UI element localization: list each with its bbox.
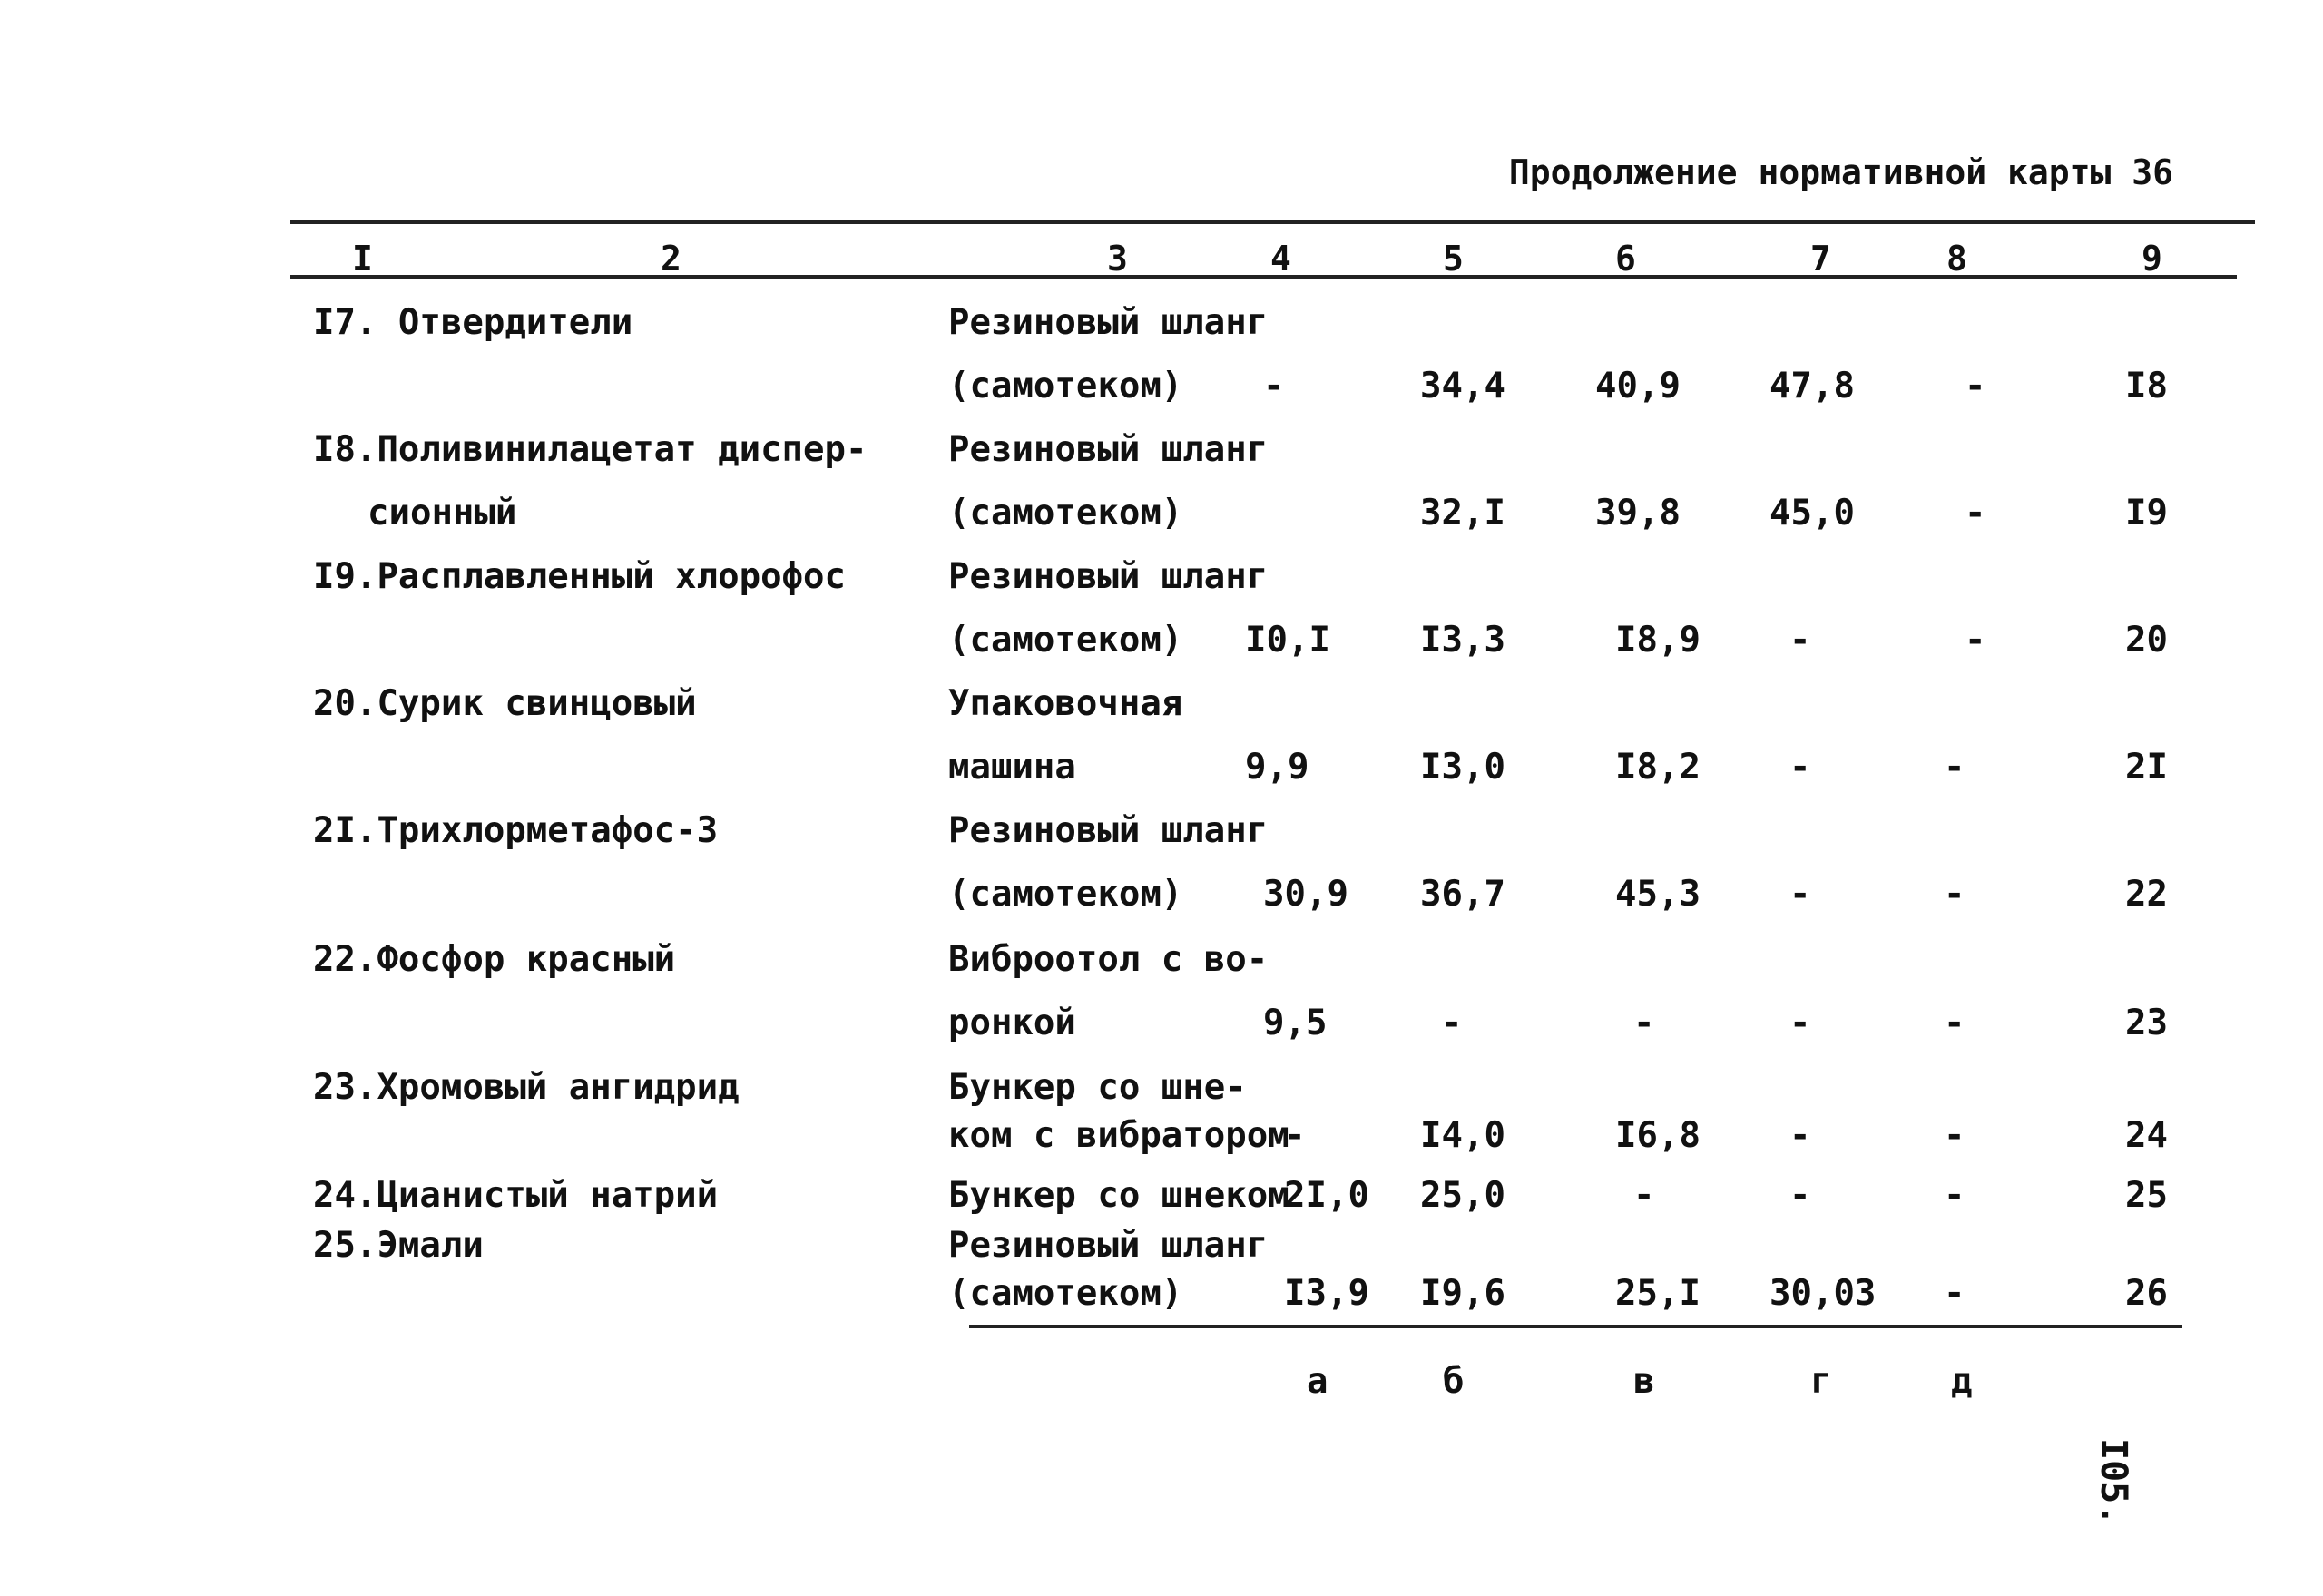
row-method: Резиновый шланг bbox=[948, 302, 1269, 343]
row-value: I3,9 bbox=[1284, 1273, 1369, 1314]
row-value: - bbox=[1633, 1003, 1655, 1043]
row-name: 24.Цианистый натрий bbox=[313, 1175, 719, 1216]
row-value: - bbox=[1263, 366, 1285, 406]
bottom-rule bbox=[969, 1325, 2182, 1328]
column-header-row bbox=[290, 239, 2237, 280]
row-method: (самотеком) bbox=[948, 874, 1183, 915]
row-value: - bbox=[1944, 874, 1965, 915]
row-method: (самотеком) bbox=[948, 493, 1183, 534]
row-method: Резиновый шланг bbox=[948, 1225, 1269, 1266]
row-value: 45,3 bbox=[1615, 874, 1701, 915]
row-value: - bbox=[1965, 620, 1986, 661]
row-value: 39,8 bbox=[1595, 493, 1681, 534]
row-value: - bbox=[1944, 1273, 1965, 1314]
column-header: 7 bbox=[1810, 239, 1831, 279]
row-name: I7. Отвердители bbox=[313, 302, 633, 343]
row-value: - bbox=[1789, 1175, 1811, 1216]
row-method: (самотеком) bbox=[948, 1273, 1183, 1314]
column-header: 3 bbox=[1107, 239, 1128, 279]
footer-letter: в bbox=[1633, 1361, 1655, 1402]
row-value: 36,7 bbox=[1420, 874, 1505, 915]
row-value: - bbox=[1944, 747, 1965, 788]
row-method: Бункер со шне- bbox=[948, 1067, 1247, 1108]
row-value: 40,9 bbox=[1595, 366, 1681, 406]
page-caption: Продолжение нормативной карты 36 bbox=[1508, 152, 2173, 192]
footer-letter: д bbox=[1951, 1361, 1973, 1402]
row-method: ком с вибратором bbox=[948, 1115, 1289, 1156]
row-value: - bbox=[1789, 874, 1811, 915]
row-value: 30,9 bbox=[1263, 874, 1348, 915]
row-value: I9,6 bbox=[1420, 1273, 1505, 1314]
row-value: - bbox=[1789, 747, 1811, 788]
row-value: 30,03 bbox=[1769, 1273, 1877, 1314]
row-value: I8 bbox=[2125, 366, 2168, 406]
footer-letter: а bbox=[1307, 1361, 1328, 1402]
row-value: I8,2 bbox=[1615, 747, 1701, 788]
row-value: - bbox=[1789, 1003, 1811, 1043]
row-name: 25.Эмали bbox=[313, 1225, 484, 1266]
row-value: 26 bbox=[2125, 1273, 2168, 1314]
row-value: 25,I bbox=[1615, 1273, 1701, 1314]
row-value: - bbox=[1789, 620, 1811, 661]
top-rule bbox=[290, 220, 2255, 224]
row-value: 22 bbox=[2125, 874, 2168, 915]
row-method: Бункер со шнеком bbox=[948, 1175, 1289, 1216]
row-value: - bbox=[1944, 1115, 1965, 1156]
column-header: 5 bbox=[1443, 239, 1464, 279]
row-value: - bbox=[1965, 493, 1986, 534]
row-method: Резиновый шланг bbox=[948, 810, 1269, 851]
column-header: 9 bbox=[2142, 239, 2162, 279]
row-name: 20.Сурик свинцовый bbox=[313, 683, 697, 724]
row-value: - bbox=[1284, 1115, 1306, 1156]
row-name: 2I.Трихлорметафос-3 bbox=[313, 810, 719, 851]
row-method: машина bbox=[948, 747, 1076, 788]
row-value: 23 bbox=[2125, 1003, 2168, 1043]
page-number: I05. bbox=[2093, 1438, 2134, 1526]
row-value: 34,4 bbox=[1420, 366, 1505, 406]
row-method: ронкой bbox=[948, 1003, 1076, 1043]
row-value: - bbox=[1944, 1003, 1965, 1043]
row-method: (самотеком) bbox=[948, 620, 1183, 661]
row-value: 25,0 bbox=[1420, 1175, 1505, 1216]
row-value: I6,8 bbox=[1615, 1115, 1701, 1156]
row-value: I3,3 bbox=[1420, 620, 1505, 661]
row-value: - bbox=[1965, 366, 1986, 406]
column-header: I bbox=[352, 239, 373, 279]
row-value: 47,8 bbox=[1769, 366, 1855, 406]
row-method: Резиновый шланг bbox=[948, 429, 1269, 470]
row-value: 2I bbox=[2125, 747, 2168, 788]
row-value: I0,I bbox=[1245, 620, 1330, 661]
row-value: 32,I bbox=[1420, 493, 1505, 534]
row-method: Виброотол с во- bbox=[948, 939, 1269, 980]
row-value: 24 bbox=[2125, 1115, 2168, 1156]
row-value: 9,5 bbox=[1263, 1003, 1328, 1043]
row-value: - bbox=[1441, 1003, 1463, 1043]
row-value: I8,9 bbox=[1615, 620, 1701, 661]
row-value: 9,9 bbox=[1245, 747, 1309, 788]
footer-letter: б bbox=[1443, 1361, 1465, 1402]
row-name: 22.Фосфор красный bbox=[313, 939, 676, 980]
row-method: Резиновый шланг bbox=[948, 556, 1269, 597]
column-header: 8 bbox=[1946, 239, 1967, 279]
row-value: I9 bbox=[2125, 493, 2168, 534]
row-value: - bbox=[1633, 1175, 1655, 1216]
row-method: (самотеком) bbox=[948, 366, 1183, 406]
column-header: 6 bbox=[1615, 239, 1636, 279]
row-name: сионный bbox=[368, 493, 517, 534]
footer-letter: г bbox=[1810, 1361, 1832, 1402]
row-value: - bbox=[1944, 1175, 1965, 1216]
column-header: 4 bbox=[1270, 239, 1291, 279]
row-name: 23.Хромовый ангидрид bbox=[313, 1067, 740, 1108]
row-method: Упаковочная bbox=[948, 683, 1183, 724]
row-value: 45,0 bbox=[1769, 493, 1855, 534]
row-value: 2I,0 bbox=[1284, 1175, 1369, 1216]
row-value: 25 bbox=[2125, 1175, 2168, 1216]
row-value: 20 bbox=[2125, 620, 2168, 661]
row-name: I9.Расплавленный хлорофос bbox=[313, 556, 846, 597]
row-value: - bbox=[1789, 1115, 1811, 1156]
column-header: 2 bbox=[661, 239, 681, 279]
row-name: I8.Поливинилацетат диспер- bbox=[313, 429, 867, 470]
row-value: I3,0 bbox=[1420, 747, 1505, 788]
row-value: I4,0 bbox=[1420, 1115, 1505, 1156]
